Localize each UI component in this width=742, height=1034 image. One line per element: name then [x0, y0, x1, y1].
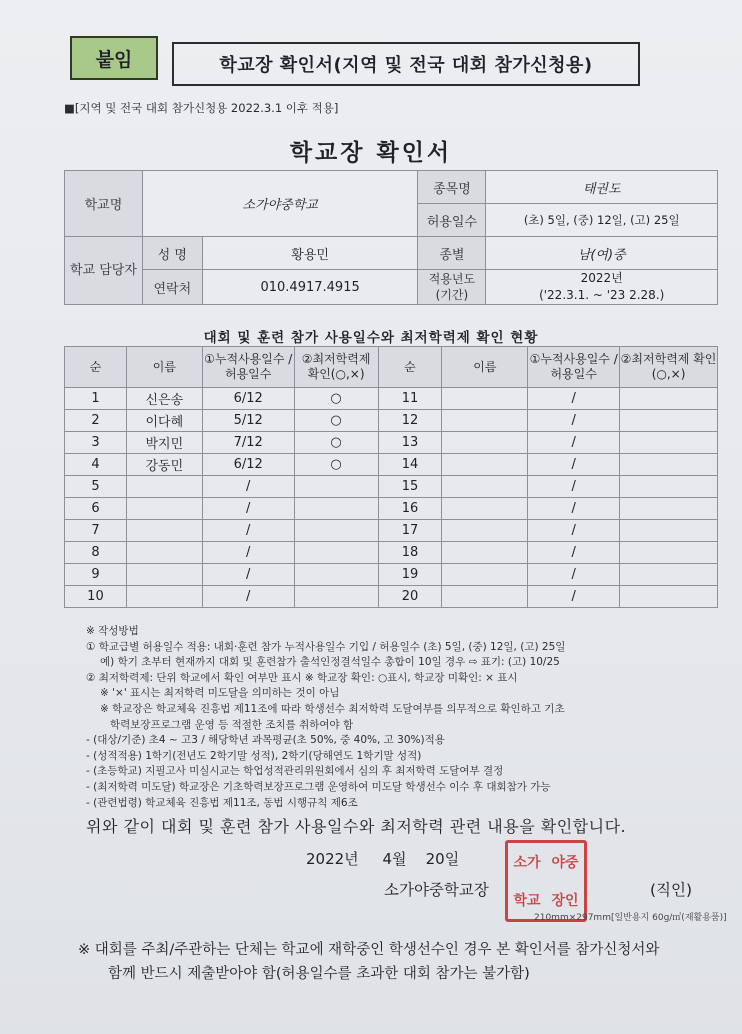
usage-days-2: /: [528, 564, 620, 586]
instruction-line: 학력보장프로그램 운영 등 적절한 조치를 취하여야 함: [110, 718, 354, 731]
row-num-2: 14: [378, 454, 442, 476]
min-academic-check: ○: [294, 410, 378, 432]
usage-days: /: [202, 586, 294, 608]
instruction-line: - (대상/기준) 초4 ~ 고3 / 해당학년 과목평균(초 50%, 중 40%, 고 30%)적용: [86, 734, 445, 747]
student-name: [126, 476, 202, 498]
days-value: (초) 5일, (중) 12일, (고) 25일: [486, 204, 718, 237]
usage-days-2: /: [528, 388, 620, 410]
seal-char: 학교: [513, 893, 541, 909]
usage-days: /: [202, 542, 294, 564]
student-name-2: [442, 388, 528, 410]
row-num: 3: [65, 432, 127, 454]
student-name: [126, 564, 202, 586]
school-label: 학교명: [65, 171, 143, 237]
row-num-2: 13: [378, 432, 442, 454]
min-academic-check: [294, 564, 378, 586]
student-name: [126, 586, 202, 608]
usage-days: 6/12: [202, 388, 294, 410]
contact-label: 연락처: [142, 270, 202, 305]
header-check: ②최저학력제 확인(○,×): [294, 347, 378, 388]
header-num: 순: [65, 347, 127, 388]
footer-line-1: ※ 대회를 주최/주관하는 단체는 학교에 재학중인 학생선수인 경우 본 확인서를 참가신청서와: [78, 942, 660, 958]
row-num-2: 16: [378, 498, 442, 520]
instruction-line: ※ '×' 표시는 최저학력 미도달을 의미하는 것이 아님: [100, 687, 340, 700]
usage-days-2: /: [528, 476, 620, 498]
row-num: 8: [65, 542, 127, 564]
seal-char: 장인: [551, 893, 579, 909]
period-year: 2022년: [580, 271, 623, 285]
table-row: [65, 564, 718, 586]
header-usage: ①누적사용일수 /허용일수: [202, 347, 294, 388]
table-row: [65, 520, 718, 542]
student-name-2: [442, 520, 528, 542]
row-num: 1: [65, 388, 127, 410]
period-label: 적용년도 (기간): [418, 270, 486, 305]
usage-days: /: [202, 476, 294, 498]
attachment-tag: 붙임: [70, 36, 158, 80]
paper-spec: 210mm×297mm[일반용지 60g/㎡(재활용품)]: [534, 913, 727, 923]
instruction-line: - (초등학교) 지필고사 미실시교는 학업성적관리위원회에서 심의 후 최저학력 도달여부 결정: [86, 765, 504, 778]
min-academic-check-2: [620, 454, 718, 476]
school-value: 소가야중학교: [142, 171, 418, 237]
gender-value: 남(여)중: [486, 237, 718, 270]
instruction-line: ※ 학교장은 학교체육 진흥법 제11조에 따라 학생선수 최저학력 도달여부를 의무적으로 확인하고 기초: [100, 702, 565, 715]
row-num: 7: [65, 520, 127, 542]
top-note: ■[지역 및 전국 대회 참가신청용 2022.3.1 이후 적용]: [64, 101, 339, 115]
row-num: 9: [65, 564, 127, 586]
confirmation-text: 위와 같이 대회 및 훈련 참가 사용일수와 최저학력 관련 내용을 확인합니다.: [86, 817, 627, 836]
min-academic-check: [294, 520, 378, 542]
header-usage-2: ①누적사용일수 /허용일수: [528, 347, 620, 388]
header-check-2: ②최저학력제 확인(○,×): [620, 347, 718, 388]
min-academic-check: ○: [294, 388, 378, 410]
usage-days: /: [202, 564, 294, 586]
event-label: 종목명: [418, 171, 486, 204]
row-num-2: 19: [378, 564, 442, 586]
usage-days: /: [202, 520, 294, 542]
student-name-2: [442, 498, 528, 520]
student-name-2: [442, 542, 528, 564]
min-academic-check: ○: [294, 432, 378, 454]
student-name: 박지민: [126, 432, 202, 454]
seal-char: 야중: [551, 855, 579, 871]
usage-days: /: [202, 498, 294, 520]
date-month: 4월: [382, 850, 407, 868]
min-academic-check-2: [620, 520, 718, 542]
row-num-2: 11: [378, 388, 442, 410]
seal-char: 소가: [513, 855, 541, 871]
row-num: 10: [65, 586, 127, 608]
usage-days: 7/12: [202, 432, 294, 454]
min-academic-check: [294, 476, 378, 498]
header-name: 이름: [126, 347, 202, 388]
row-num-2: 17: [378, 520, 442, 542]
instruction-line: - (관련법령) 학교체육 진흥법 제11조, 동법 시행규칙 제6조: [86, 796, 358, 809]
min-academic-check-2: [620, 432, 718, 454]
usage-days-2: /: [528, 454, 620, 476]
row-num-2: 18: [378, 542, 442, 564]
instruction-line: ※ 작성방법: [86, 625, 139, 637]
student-name: [126, 542, 202, 564]
student-name-2: [442, 432, 528, 454]
instruction-line: 예) 학기 초부터 현재까지 대회 및 훈련참가 출석인정결석일수 총합이 10일 경우 ⇨ 표기: (고) 10/25: [100, 656, 560, 669]
period-range: ('22.3.1. ~ '23 2.28.): [539, 288, 665, 302]
min-academic-check: [294, 586, 378, 608]
info-table: [64, 170, 718, 305]
usage-days-2: /: [528, 498, 620, 520]
row-num: 4: [65, 454, 127, 476]
header-title: 학교장 확인서(지역 및 전국 대회 참가신청용): [172, 42, 640, 86]
min-academic-check-2: [620, 498, 718, 520]
school-signature: 소가야중학교장: [384, 881, 489, 899]
instruction-line: ① 학교급별 허용일수 적용: 내회·훈련 참가 누적사용일수 기입 / 허용일수 (초) 5일, (중) 12일, (고) 25일: [86, 640, 566, 653]
instructions: [86, 624, 726, 811]
table-row: [65, 432, 718, 454]
student-name: 신은송: [126, 388, 202, 410]
row-num-2: 20: [378, 586, 442, 608]
name-value: 황용민: [202, 237, 418, 270]
usage-days-2: /: [528, 542, 620, 564]
min-academic-check: [294, 498, 378, 520]
min-academic-check: ○: [294, 454, 378, 476]
min-academic-check-2: [620, 564, 718, 586]
header-num-2: 순: [378, 347, 442, 388]
usage-days: 5/12: [202, 410, 294, 432]
document-title: 학교장 확인서: [289, 140, 453, 166]
table-row: [65, 476, 718, 498]
row-num-2: 12: [378, 410, 442, 432]
usage-days-2: /: [528, 586, 620, 608]
gender-label: 종별: [418, 237, 486, 270]
table-row: [65, 388, 718, 410]
min-academic-check-2: [620, 388, 718, 410]
date-year: 2022년: [306, 850, 359, 868]
min-academic-check-2: [620, 410, 718, 432]
table-row: [65, 410, 718, 432]
name-label: 성 명: [142, 237, 202, 270]
table-row: [65, 454, 718, 476]
student-name: [126, 498, 202, 520]
min-academic-check: [294, 542, 378, 564]
usage-days-2: /: [528, 410, 620, 432]
row-num: 5: [65, 476, 127, 498]
manager-label: 학교 담당자: [65, 237, 143, 305]
status-table: [64, 346, 718, 608]
student-name: [126, 520, 202, 542]
table-row: [65, 586, 718, 608]
instruction-line: - (최저학력 미도달) 학교장은 기초학력보장프로그램 운영하여 미도달 학생선수 이수 후 대회참가 가능: [86, 780, 551, 793]
row-num: 6: [65, 498, 127, 520]
instruction-line: ② 최저학력제: 단위 학교에서 확인 여부만 표시 ※ 학교장 확인: ○표시, 학교장 미확인: × 표시: [86, 671, 518, 684]
footer-note: [78, 938, 718, 986]
student-name-2: [442, 564, 528, 586]
event-value: 태권도: [486, 171, 718, 204]
issue-date: [306, 848, 459, 869]
usage-days-2: /: [528, 432, 620, 454]
student-name: 이다혜: [126, 410, 202, 432]
days-label: 허용일수: [418, 204, 486, 237]
student-name-2: [442, 454, 528, 476]
min-academic-check-2: [620, 542, 718, 564]
table-row: [65, 542, 718, 564]
student-name: 강동민: [126, 454, 202, 476]
usage-days-2: /: [528, 520, 620, 542]
min-academic-check-2: [620, 586, 718, 608]
footer-line-2: 함께 반드시 제출받아야 함(허용일수를 초과한 대회 참가는 불가함): [108, 966, 530, 982]
student-name-2: [442, 410, 528, 432]
section-title: 대회 및 훈련 참가 사용일수와 최저학력제 확인 현황: [203, 330, 539, 346]
min-academic-check-2: [620, 476, 718, 498]
student-name-2: [442, 476, 528, 498]
usage-days: 6/12: [202, 454, 294, 476]
seal-label: (직인): [650, 881, 693, 899]
header-name-2: 이름: [442, 347, 528, 388]
table-row: [65, 498, 718, 520]
row-num: 2: [65, 410, 127, 432]
date-day: 20일: [425, 850, 460, 868]
instruction-line: - (성적적용) 1학기(전년도 2학기말 성적), 2학기(당해연도 1학기말 성적): [86, 749, 422, 762]
contact-value: 010.4917.4915: [202, 270, 418, 305]
student-name-2: [442, 586, 528, 608]
row-num-2: 15: [378, 476, 442, 498]
period-value: [486, 270, 718, 305]
